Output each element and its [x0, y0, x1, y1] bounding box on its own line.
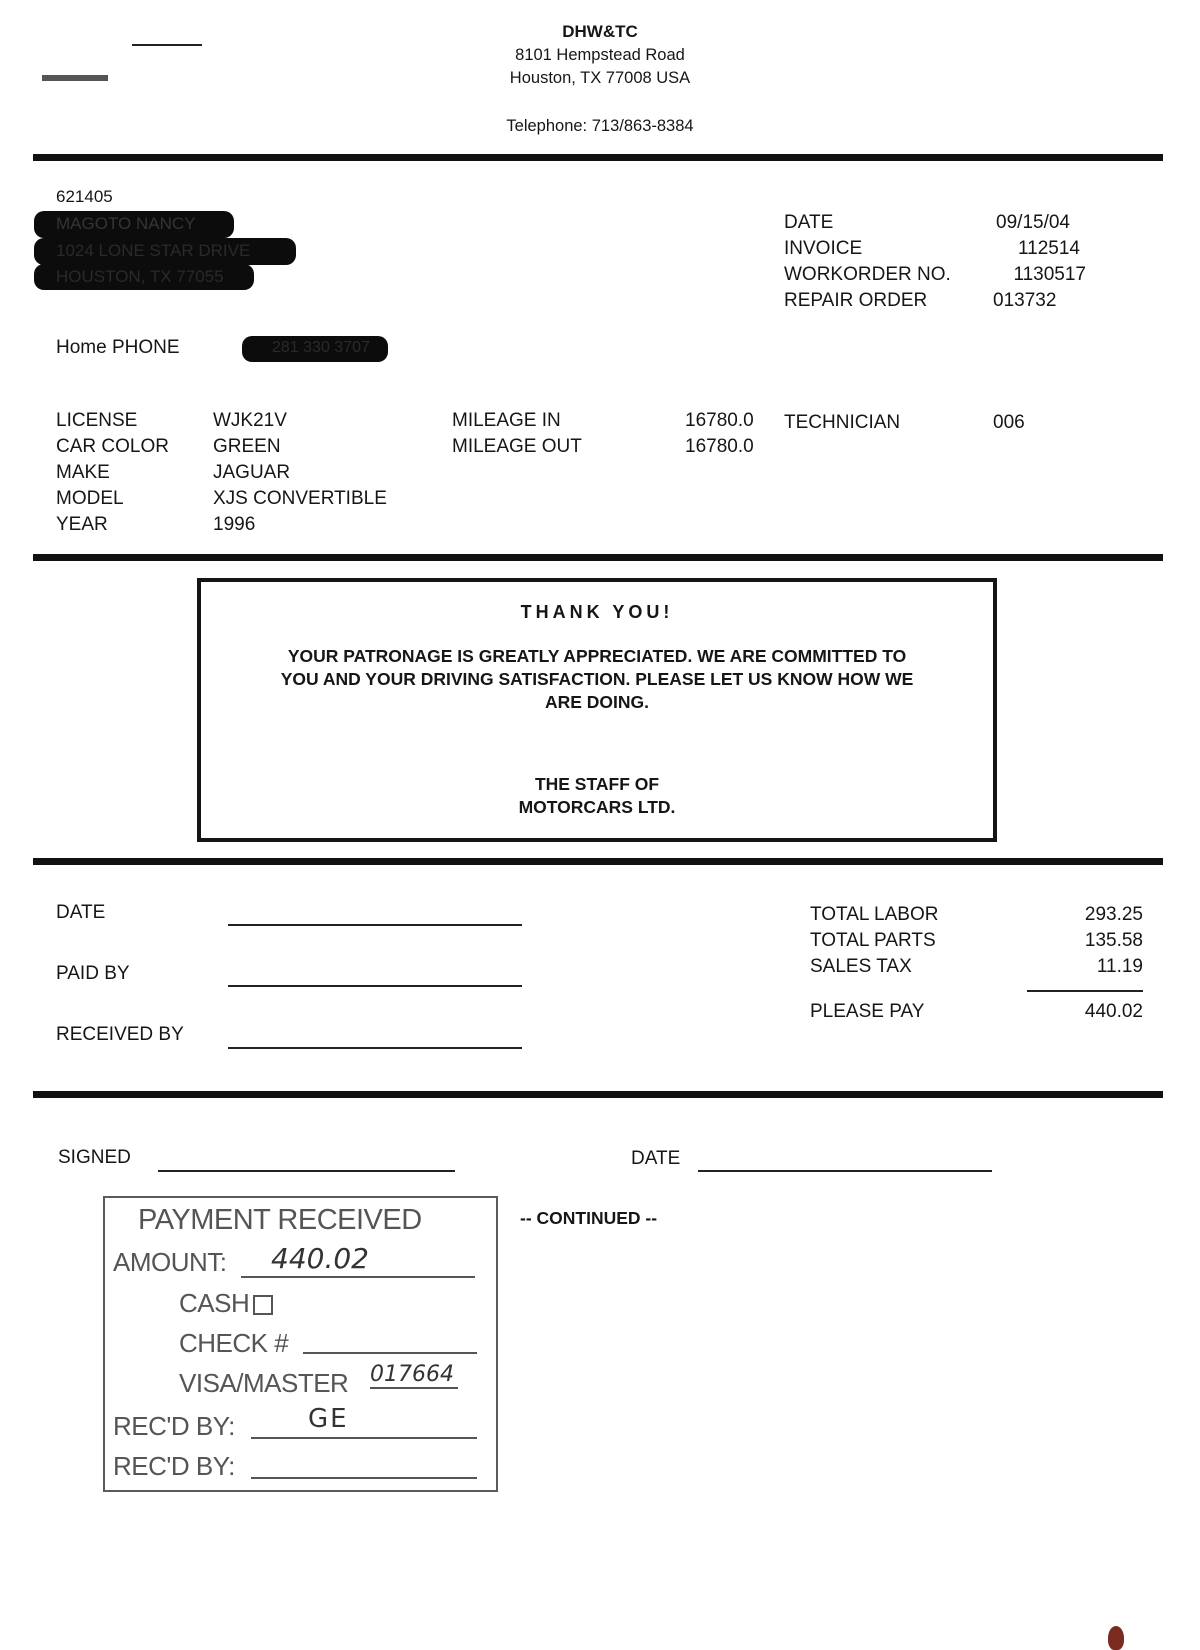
sales-tax-label: SALES TAX — [810, 956, 912, 977]
company-name: DHW&TC — [562, 22, 638, 41]
stamp-cash-label — [179, 1288, 273, 1319]
company-telephone: Telephone: 713/863-8384 — [506, 117, 694, 135]
company-address2: Houston, TX 77008 USA — [509, 69, 691, 87]
stamp-recd1-label: REC'D BY: — [113, 1411, 235, 1441]
signed-label: SIGNED — [58, 1147, 131, 1168]
repair-order-value: 013732 — [993, 290, 1057, 311]
invoice-number-label: INVOICE — [784, 238, 863, 259]
paid-by-label: PAID BY — [56, 963, 130, 984]
totals-sum-line — [1027, 990, 1143, 992]
license-label: LICENSE — [56, 410, 138, 431]
totals-rule — [33, 1091, 1163, 1098]
home-phone-label: Home PHONE — [56, 337, 180, 358]
license-value: WJK21V — [213, 410, 287, 431]
mileage-out-label: MILEAGE OUT — [452, 436, 582, 457]
stamp-recd2-label: REC'D BY: — [113, 1451, 235, 1481]
stamp-recd2-line — [251, 1477, 477, 1479]
thank-you-line2: YOU AND YOUR DRIVING SATISFACTION. PLEASE LET US KNOW HOW WE — [280, 669, 914, 689]
customer-street: 1024 LONE STAR DRIVE — [56, 241, 251, 260]
payment-date-line[interactable] — [228, 924, 522, 926]
paid-by-line[interactable] — [228, 985, 522, 987]
workorder-label: WORKORDER NO. — [784, 264, 951, 285]
thank-you-line1: YOUR PATRONAGE IS GREATLY APPRECIATED. WE ARE COMMITTED TO — [287, 646, 907, 666]
corner-mark-2 — [42, 75, 108, 81]
model-value: XJS CONVERTIBLE — [213, 488, 387, 509]
make-label: MAKE — [56, 462, 110, 483]
stamp-check-line — [303, 1352, 477, 1354]
continued-note: -- CONTINUED -- — [520, 1208, 658, 1228]
car-color-label: CAR COLOR — [56, 436, 169, 457]
corner-mark — [132, 44, 202, 46]
year-value: 1996 — [213, 514, 256, 535]
model-label: MODEL — [56, 488, 124, 509]
technician-value: 006 — [993, 412, 1025, 433]
stamp-recd1-value: GE — [308, 1404, 349, 1434]
make-value: JAGUAR — [213, 462, 291, 483]
invoice-date-value: 09/15/04 — [996, 212, 1070, 233]
thank-you-company: MOTORCARS LTD. — [518, 797, 676, 817]
thank-you-staff: THE STAFF OF — [534, 774, 660, 794]
total-parts-value: 135.58 — [1084, 930, 1143, 951]
signature-date-line[interactable] — [698, 1170, 992, 1172]
customer-city: HOUSTON, TX 77055 — [56, 267, 224, 286]
customer-name: MAGOTO NANCY — [56, 214, 196, 233]
stamp-check-label: CHECK # — [179, 1328, 289, 1358]
total-parts-label: TOTAL PARTS — [810, 930, 936, 951]
sales-tax-value: 11.19 — [1096, 956, 1143, 977]
vehicle-rule — [33, 554, 1163, 561]
workorder-value: 1130517 — [1013, 264, 1086, 285]
thank-you-rule — [33, 858, 1163, 865]
signed-line[interactable] — [158, 1170, 455, 1172]
payment-date-label: DATE — [56, 902, 106, 923]
please-pay-label: PLEASE PAY — [810, 1001, 925, 1022]
mileage-out-value: 16780.0 — [685, 436, 754, 457]
home-phone-value: 281 330 3707 — [272, 339, 370, 356]
payment-received-stamp — [103, 1196, 498, 1492]
total-labor-value: 293.25 — [1084, 904, 1143, 925]
invoice-date-label: DATE — [784, 212, 834, 233]
stamp-amount-label: AMOUNT: — [113, 1247, 227, 1277]
thank-you-title: THANK YOU! — [520, 602, 674, 622]
year-label: YEAR — [56, 514, 108, 535]
mileage-in-value: 16780.0 — [685, 410, 754, 431]
stamp-cash-text: CASH — [179, 1288, 250, 1318]
signature-date-label: DATE — [631, 1148, 681, 1169]
stamp-visa-label: VISA/MASTER — [179, 1368, 349, 1398]
stamp-amount-line — [241, 1276, 475, 1278]
please-pay-value: 440.02 — [1084, 1001, 1143, 1022]
received-by-line[interactable] — [228, 1047, 522, 1049]
technician-label: TECHNICIAN — [784, 412, 901, 433]
stamp-title: PAYMENT RECEIVED — [138, 1204, 422, 1236]
stamp-recd1-line — [251, 1437, 477, 1439]
stamp-amount-value: 440.02 — [271, 1242, 369, 1275]
invoice-number-value: 112514 — [1018, 238, 1080, 259]
customer-id: 621405 — [56, 187, 113, 206]
cash-checkbox[interactable] — [253, 1295, 273, 1315]
header-rule — [33, 154, 1163, 161]
car-color-value: GREEN — [213, 436, 281, 457]
ink-spot — [1108, 1626, 1124, 1650]
company-address1: 8101 Hempstead Road — [515, 46, 685, 64]
mileage-in-label: MILEAGE IN — [452, 410, 561, 431]
received-by-label: RECEIVED BY — [56, 1024, 184, 1045]
total-labor-label: TOTAL LABOR — [810, 904, 939, 925]
thank-you-line3: ARE DOING. — [544, 692, 650, 712]
stamp-visa-value: 017664 — [370, 1362, 458, 1389]
thank-you-box — [197, 578, 997, 842]
repair-order-label: REPAIR ORDER — [784, 290, 928, 311]
